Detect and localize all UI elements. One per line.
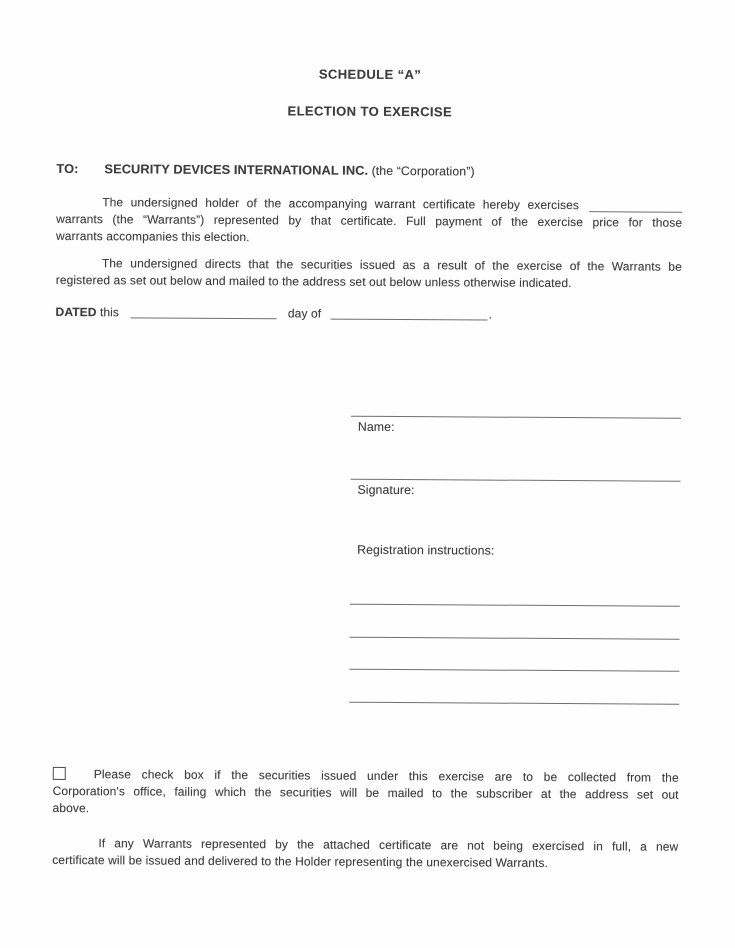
to-label: TO: bbox=[56, 160, 79, 177]
company-name: SECURITY DEVICES INTERNATIONAL INC. bbox=[104, 161, 369, 178]
dated-line bbox=[56, 304, 682, 325]
corporation-note: (the “Corporation”) bbox=[371, 163, 475, 179]
name-label: Name: bbox=[357, 419, 395, 434]
election-to-exercise-title: ELECTION TO EXERCISE bbox=[287, 103, 453, 120]
name-line[interactable] bbox=[351, 416, 681, 419]
paragraph-direction bbox=[56, 255, 682, 293]
registration-line-1[interactable] bbox=[350, 604, 680, 607]
dated-label: DATED bbox=[55, 304, 97, 320]
registration-line-2[interactable] bbox=[350, 636, 680, 639]
dated-day-blank[interactable] bbox=[130, 306, 276, 319]
signature-line[interactable] bbox=[351, 479, 681, 482]
dated-month-blank[interactable] bbox=[331, 308, 488, 321]
dated-period: . bbox=[488, 307, 493, 322]
collect-at-office-checkbox[interactable] bbox=[53, 767, 66, 780]
paragraph-direction-line1: The undersigned directs that the securities issued as a result of the exercise of the Warrants be bbox=[101, 256, 682, 274]
paragraph-checkbox bbox=[52, 766, 678, 821]
schedule-a-title: SCHEDULE “A” bbox=[318, 66, 422, 83]
registration-line-4[interactable] bbox=[349, 701, 679, 704]
registration-line-3[interactable] bbox=[349, 669, 679, 672]
paragraph-checkbox-line2: Corporation's office, failing which the securities will be mailed to the subscriber at the address set out bbox=[52, 783, 679, 802]
paragraph-direction-line2: registered as set out below and mailed to the address set out below unless otherwise indicated. bbox=[55, 272, 572, 291]
dated-day-of-word: day of bbox=[287, 306, 322, 321]
addressee-line bbox=[56, 161, 682, 180]
paragraph-partial-exercise bbox=[52, 835, 678, 873]
paragraph-exercise-line1-text: The undersigned holder of the accompanying warrant certificate hereby exercises bbox=[102, 195, 580, 213]
registration-instructions-label: Registration instructions: bbox=[357, 542, 495, 558]
signature-block bbox=[349, 408, 681, 705]
paragraph-exercise-line2: warrants (the “Warrants”) represented by that certificate. Full payment of the exercise price for those bbox=[56, 211, 683, 230]
dated-this-word: this bbox=[99, 305, 120, 320]
paragraph-checkbox-line1-text: Please check box if the securities issued under this exercise are to be collected from the bbox=[93, 767, 679, 785]
paragraph-checkbox-line3: above. bbox=[52, 800, 90, 816]
warrants-count-blank[interactable] bbox=[589, 197, 682, 213]
signature-label: Signature: bbox=[357, 482, 415, 498]
paragraph-exercise-line3: warrants accompanies this election. bbox=[56, 228, 250, 245]
paragraph-partial-line2: certificate will be issued and delivered to the Holder representing the unexercised Warrants. bbox=[52, 852, 549, 870]
paragraph-exercise bbox=[56, 194, 682, 249]
paragraph-partial-line1: If any Warrants represented by the attached certificate are not being exercised in full, a new bbox=[98, 836, 679, 854]
